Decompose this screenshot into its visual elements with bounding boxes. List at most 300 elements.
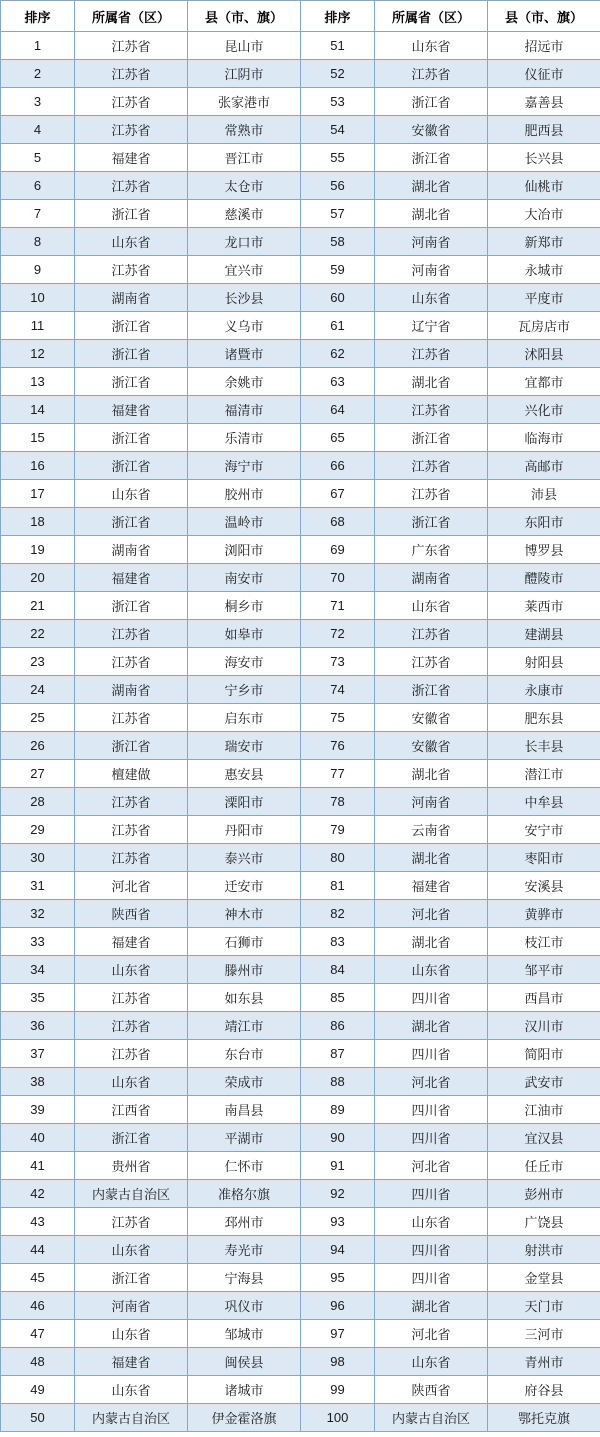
cell-county-left: 荣成市 [188, 1068, 301, 1096]
cell-county-left: 邳州市 [188, 1208, 301, 1236]
cell-county-left: 龙口市 [188, 228, 301, 256]
cell-rank-left: 40 [1, 1124, 75, 1152]
cell-province-left: 福建省 [75, 144, 188, 172]
cell-county-left: 巩仪市 [188, 1292, 301, 1320]
cell-county-right: 彭州市 [488, 1180, 600, 1208]
cell-province-right: 安徽省 [375, 116, 488, 144]
cell-county-right: 宜汉县 [488, 1124, 600, 1152]
cell-province-left: 山东省 [75, 1376, 188, 1404]
cell-rank-right: 54 [301, 116, 375, 144]
table-row [1, 1096, 600, 1124]
cell-county-right: 长兴县 [488, 144, 600, 172]
cell-county-left: 神木市 [188, 900, 301, 928]
table-row [1, 1236, 600, 1264]
cell-province-left: 河北省 [75, 872, 188, 900]
cell-county-right: 邹平市 [488, 956, 600, 984]
cell-rank-left: 47 [1, 1320, 75, 1348]
table-row [1, 32, 600, 60]
cell-rank-left: 50 [1, 1404, 75, 1432]
column-header-rank-right: 排序 [301, 1, 375, 32]
cell-county-left: 平湖市 [188, 1124, 301, 1152]
cell-province-left: 山东省 [75, 480, 188, 508]
cell-county-left: 乐清市 [188, 424, 301, 452]
cell-rank-left: 12 [1, 340, 75, 368]
cell-province-right: 江苏省 [375, 60, 488, 88]
cell-rank-right: 98 [301, 1348, 375, 1376]
cell-province-right: 浙江省 [375, 144, 488, 172]
cell-province-left: 河南省 [75, 1292, 188, 1320]
cell-rank-right: 59 [301, 256, 375, 284]
table-row [1, 1068, 600, 1096]
cell-rank-right: 79 [301, 816, 375, 844]
cell-province-right: 山东省 [375, 1208, 488, 1236]
cell-province-right: 江苏省 [375, 452, 488, 480]
cell-county-right: 肥西县 [488, 116, 600, 144]
cell-province-right: 河南省 [375, 256, 488, 284]
cell-rank-left: 17 [1, 480, 75, 508]
cell-province-left: 内蒙古自治区 [75, 1180, 188, 1208]
table-row [1, 256, 600, 284]
cell-rank-right: 93 [301, 1208, 375, 1236]
cell-province-left: 浙江省 [75, 340, 188, 368]
table-header-row [1, 1, 600, 32]
table-row [1, 340, 600, 368]
cell-rank-right: 53 [301, 88, 375, 116]
cell-county-left: 浏阳市 [188, 536, 301, 564]
cell-province-left: 檀建做 [75, 760, 188, 788]
cell-county-right: 建湖县 [488, 620, 600, 648]
cell-county-right: 兴化市 [488, 396, 600, 424]
cell-province-right: 山东省 [375, 32, 488, 60]
cell-rank-left: 31 [1, 872, 75, 900]
cell-county-left: 诸暨市 [188, 340, 301, 368]
cell-rank-left: 29 [1, 816, 75, 844]
cell-province-left: 江苏省 [75, 1012, 188, 1040]
cell-county-left: 寿光市 [188, 1236, 301, 1264]
cell-county-left: 溧阳市 [188, 788, 301, 816]
cell-province-right: 内蒙古自治区 [375, 1404, 488, 1432]
column-header-rank-left: 排序 [1, 1, 75, 32]
table-row [1, 676, 600, 704]
cell-county-left: 如皋市 [188, 620, 301, 648]
cell-rank-right: 85 [301, 984, 375, 1012]
cell-county-right: 仙桃市 [488, 172, 600, 200]
cell-rank-right: 76 [301, 732, 375, 760]
table-row [1, 312, 600, 340]
cell-county-right: 宜都市 [488, 368, 600, 396]
table-row [1, 760, 600, 788]
cell-county-right: 简阳市 [488, 1040, 600, 1068]
table-row [1, 1152, 600, 1180]
cell-county-right: 临海市 [488, 424, 600, 452]
cell-county-right: 新郑市 [488, 228, 600, 256]
table-row [1, 228, 600, 256]
cell-rank-right: 61 [301, 312, 375, 340]
table-row [1, 732, 600, 760]
cell-rank-right: 75 [301, 704, 375, 732]
cell-county-left: 慈溪市 [188, 200, 301, 228]
cell-province-right: 山东省 [375, 956, 488, 984]
cell-rank-right: 69 [301, 536, 375, 564]
cell-rank-left: 27 [1, 760, 75, 788]
cell-rank-left: 9 [1, 256, 75, 284]
table-row [1, 368, 600, 396]
cell-county-left: 靖江市 [188, 1012, 301, 1040]
table-row [1, 1208, 600, 1236]
cell-province-right: 陕西省 [375, 1376, 488, 1404]
cell-province-right: 山东省 [375, 284, 488, 312]
table-row [1, 536, 600, 564]
cell-rank-right: 62 [301, 340, 375, 368]
cell-province-left: 山东省 [75, 228, 188, 256]
cell-province-right: 江苏省 [375, 648, 488, 676]
cell-county-left: 诸城市 [188, 1376, 301, 1404]
cell-rank-right: 92 [301, 1180, 375, 1208]
cell-province-right: 江苏省 [375, 480, 488, 508]
cell-rank-right: 74 [301, 676, 375, 704]
cell-county-right: 招远市 [488, 32, 600, 60]
cell-province-left: 江苏省 [75, 88, 188, 116]
cell-rank-right: 55 [301, 144, 375, 172]
cell-province-left: 内蒙古自治区 [75, 1404, 188, 1432]
table-row [1, 1012, 600, 1040]
cell-rank-left: 45 [1, 1264, 75, 1292]
cell-county-right: 射阳县 [488, 648, 600, 676]
cell-province-left: 浙江省 [75, 732, 188, 760]
cell-rank-left: 20 [1, 564, 75, 592]
table-row [1, 424, 600, 452]
cell-rank-left: 48 [1, 1348, 75, 1376]
table-row [1, 1124, 600, 1152]
cell-province-right: 河北省 [375, 900, 488, 928]
table-row [1, 88, 600, 116]
cell-county-left: 石狮市 [188, 928, 301, 956]
cell-rank-right: 77 [301, 760, 375, 788]
cell-county-left: 宜兴市 [188, 256, 301, 284]
cell-rank-left: 49 [1, 1376, 75, 1404]
cell-rank-right: 63 [301, 368, 375, 396]
cell-rank-left: 13 [1, 368, 75, 396]
cell-county-left: 福清市 [188, 396, 301, 424]
cell-county-right: 枝江市 [488, 928, 600, 956]
cell-province-right: 湖北省 [375, 760, 488, 788]
cell-county-right: 射洪市 [488, 1236, 600, 1264]
cell-province-left: 江苏省 [75, 984, 188, 1012]
column-header-province-left: 所属省（区） [75, 1, 188, 32]
cell-province-right: 辽宁省 [375, 312, 488, 340]
cell-rank-right: 86 [301, 1012, 375, 1040]
cell-province-right: 湖北省 [375, 172, 488, 200]
cell-county-left: 惠安县 [188, 760, 301, 788]
cell-province-left: 江苏省 [75, 704, 188, 732]
table-row [1, 508, 600, 536]
cell-rank-right: 65 [301, 424, 375, 452]
cell-rank-right: 96 [301, 1292, 375, 1320]
cell-county-right: 仪征市 [488, 60, 600, 88]
cell-county-left: 义乌市 [188, 312, 301, 340]
cell-county-right: 天门市 [488, 1292, 600, 1320]
cell-county-left: 桐乡市 [188, 592, 301, 620]
cell-rank-left: 33 [1, 928, 75, 956]
cell-rank-right: 87 [301, 1040, 375, 1068]
cell-province-left: 江苏省 [75, 1040, 188, 1068]
cell-county-left: 伊金霍洛旗 [188, 1404, 301, 1432]
cell-rank-right: 84 [301, 956, 375, 984]
cell-rank-left: 34 [1, 956, 75, 984]
cell-rank-right: 89 [301, 1096, 375, 1124]
cell-province-right: 湖北省 [375, 1012, 488, 1040]
cell-province-right: 安徽省 [375, 732, 488, 760]
cell-county-right: 高邮市 [488, 452, 600, 480]
cell-rank-right: 60 [301, 284, 375, 312]
cell-province-left: 江苏省 [75, 844, 188, 872]
cell-province-right: 河北省 [375, 1068, 488, 1096]
cell-county-right: 莱西市 [488, 592, 600, 620]
table-row [1, 480, 600, 508]
cell-county-left: 泰兴市 [188, 844, 301, 872]
cell-rank-left: 24 [1, 676, 75, 704]
cell-rank-left: 10 [1, 284, 75, 312]
table-row [1, 1264, 600, 1292]
cell-province-left: 福建省 [75, 396, 188, 424]
cell-rank-left: 35 [1, 984, 75, 1012]
cell-province-left: 贵州省 [75, 1152, 188, 1180]
table-row [1, 284, 600, 312]
cell-county-left: 南安市 [188, 564, 301, 592]
table-row [1, 1376, 600, 1404]
cell-rank-left: 23 [1, 648, 75, 676]
cell-rank-left: 44 [1, 1236, 75, 1264]
table-row [1, 60, 600, 88]
table-row [1, 396, 600, 424]
cell-province-right: 湖北省 [375, 368, 488, 396]
table-row [1, 564, 600, 592]
cell-county-right: 西昌市 [488, 984, 600, 1012]
cell-rank-left: 26 [1, 732, 75, 760]
cell-county-left: 启东市 [188, 704, 301, 732]
cell-rank-right: 91 [301, 1152, 375, 1180]
cell-county-left: 如东县 [188, 984, 301, 1012]
table-header [1, 1, 600, 32]
cell-rank-left: 38 [1, 1068, 75, 1096]
cell-county-left: 张家港市 [188, 88, 301, 116]
cell-county-right: 长丰县 [488, 732, 600, 760]
cell-rank-left: 39 [1, 1096, 75, 1124]
table-row [1, 592, 600, 620]
cell-province-right: 河北省 [375, 1152, 488, 1180]
cell-county-right: 枣阳市 [488, 844, 600, 872]
table-row [1, 1292, 600, 1320]
cell-rank-right: 64 [301, 396, 375, 424]
cell-county-right: 黄骅市 [488, 900, 600, 928]
cell-county-left: 闽侯县 [188, 1348, 301, 1376]
cell-rank-right: 83 [301, 928, 375, 956]
cell-rank-left: 16 [1, 452, 75, 480]
cell-province-left: 福建省 [75, 1348, 188, 1376]
cell-province-left: 浙江省 [75, 200, 188, 228]
cell-rank-right: 100 [301, 1404, 375, 1432]
cell-province-left: 湖南省 [75, 284, 188, 312]
cell-rank-left: 14 [1, 396, 75, 424]
cell-rank-right: 82 [301, 900, 375, 928]
cell-rank-right: 78 [301, 788, 375, 816]
table-row [1, 648, 600, 676]
cell-province-right: 四川省 [375, 1264, 488, 1292]
cell-rank-right: 99 [301, 1376, 375, 1404]
cell-province-left: 山东省 [75, 1068, 188, 1096]
table-row [1, 1404, 600, 1432]
cell-province-right: 福建省 [375, 872, 488, 900]
table-row [1, 900, 600, 928]
cell-province-right: 四川省 [375, 1040, 488, 1068]
cell-province-left: 浙江省 [75, 424, 188, 452]
cell-county-right: 博罗县 [488, 536, 600, 564]
cell-province-left: 浙江省 [75, 368, 188, 396]
cell-province-left: 陕西省 [75, 900, 188, 928]
cell-rank-left: 22 [1, 620, 75, 648]
cell-county-right: 江油市 [488, 1096, 600, 1124]
cell-province-left: 江苏省 [75, 648, 188, 676]
cell-province-right: 河南省 [375, 788, 488, 816]
cell-county-right: 府谷县 [488, 1376, 600, 1404]
cell-province-left: 浙江省 [75, 1264, 188, 1292]
table-row [1, 928, 600, 956]
cell-province-right: 湖南省 [375, 564, 488, 592]
cell-province-right: 湖北省 [375, 1292, 488, 1320]
table-row [1, 816, 600, 844]
cell-county-right: 金堂县 [488, 1264, 600, 1292]
cell-county-right: 中牟县 [488, 788, 600, 816]
cell-province-left: 浙江省 [75, 1124, 188, 1152]
table-row [1, 116, 600, 144]
cell-county-left: 宁海县 [188, 1264, 301, 1292]
cell-province-right: 河北省 [375, 1320, 488, 1348]
cell-province-right: 安徽省 [375, 704, 488, 732]
cell-province-left: 江苏省 [75, 256, 188, 284]
cell-county-right: 武安市 [488, 1068, 600, 1096]
cell-county-left: 丹阳市 [188, 816, 301, 844]
cell-province-left: 江苏省 [75, 60, 188, 88]
cell-province-right: 湖北省 [375, 844, 488, 872]
cell-province-right: 江苏省 [375, 620, 488, 648]
table-row [1, 872, 600, 900]
cell-rank-left: 42 [1, 1180, 75, 1208]
cell-province-left: 江苏省 [75, 816, 188, 844]
table-row [1, 984, 600, 1012]
cell-province-left: 江苏省 [75, 1208, 188, 1236]
cell-county-left: 胶州市 [188, 480, 301, 508]
cell-province-right: 四川省 [375, 1180, 488, 1208]
cell-county-left: 温岭市 [188, 508, 301, 536]
cell-rank-left: 43 [1, 1208, 75, 1236]
cell-rank-right: 80 [301, 844, 375, 872]
cell-county-right: 任丘市 [488, 1152, 600, 1180]
cell-rank-right: 94 [301, 1236, 375, 1264]
cell-rank-right: 58 [301, 228, 375, 256]
column-header-county-left: 县（市、旗） [188, 1, 301, 32]
cell-county-left: 准格尔旗 [188, 1180, 301, 1208]
cell-county-left: 江阴市 [188, 60, 301, 88]
cell-county-right: 平度市 [488, 284, 600, 312]
cell-province-left: 山东省 [75, 1236, 188, 1264]
cell-province-left: 浙江省 [75, 508, 188, 536]
cell-county-right: 东阳市 [488, 508, 600, 536]
cell-rank-left: 21 [1, 592, 75, 620]
cell-province-left: 山东省 [75, 1320, 188, 1348]
cell-province-left: 江苏省 [75, 172, 188, 200]
cell-rank-right: 68 [301, 508, 375, 536]
cell-province-left: 浙江省 [75, 312, 188, 340]
cell-province-right: 浙江省 [375, 424, 488, 452]
table-row [1, 956, 600, 984]
cell-province-left: 江苏省 [75, 32, 188, 60]
cell-county-left: 瑞安市 [188, 732, 301, 760]
cell-province-right: 浙江省 [375, 508, 488, 536]
cell-province-right: 湖北省 [375, 200, 488, 228]
cell-rank-right: 51 [301, 32, 375, 60]
cell-rank-left: 36 [1, 1012, 75, 1040]
cell-rank-left: 8 [1, 228, 75, 256]
table-row [1, 144, 600, 172]
cell-province-right: 浙江省 [375, 88, 488, 116]
column-header-province-right: 所属省（区） [375, 1, 488, 32]
cell-county-left: 宁乡市 [188, 676, 301, 704]
cell-rank-left: 1 [1, 32, 75, 60]
cell-rank-right: 95 [301, 1264, 375, 1292]
cell-province-right: 四川省 [375, 1236, 488, 1264]
cell-province-right: 湖北省 [375, 928, 488, 956]
cell-rank-left: 3 [1, 88, 75, 116]
cell-province-left: 湖南省 [75, 536, 188, 564]
column-header-county-right: 县（市、旗） [488, 1, 600, 32]
cell-rank-right: 72 [301, 620, 375, 648]
cell-rank-right: 71 [301, 592, 375, 620]
cell-county-left: 东台市 [188, 1040, 301, 1068]
cell-rank-right: 67 [301, 480, 375, 508]
cell-rank-right: 90 [301, 1124, 375, 1152]
table-row [1, 452, 600, 480]
cell-county-right: 三河市 [488, 1320, 600, 1348]
cell-county-left: 海安市 [188, 648, 301, 676]
cell-province-right: 四川省 [375, 1124, 488, 1152]
cell-province-left: 江苏省 [75, 620, 188, 648]
table-row [1, 1180, 600, 1208]
cell-province-right: 山东省 [375, 1348, 488, 1376]
table-row [1, 704, 600, 732]
cell-county-right: 醴陵市 [488, 564, 600, 592]
cell-county-right: 沭阳县 [488, 340, 600, 368]
cell-rank-left: 37 [1, 1040, 75, 1068]
cell-county-right: 鄂托克旗 [488, 1404, 600, 1432]
cell-county-right: 汉川市 [488, 1012, 600, 1040]
cell-county-right: 广饶县 [488, 1208, 600, 1236]
table-row [1, 844, 600, 872]
cell-county-left: 常熟市 [188, 116, 301, 144]
cell-province-left: 山东省 [75, 956, 188, 984]
cell-county-right: 永城市 [488, 256, 600, 284]
cell-province-right: 江苏省 [375, 396, 488, 424]
cell-rank-left: 19 [1, 536, 75, 564]
cell-province-left: 福建省 [75, 928, 188, 956]
cell-rank-left: 15 [1, 424, 75, 452]
cell-rank-left: 30 [1, 844, 75, 872]
cell-rank-right: 52 [301, 60, 375, 88]
cell-rank-left: 25 [1, 704, 75, 732]
cell-county-left: 海宁市 [188, 452, 301, 480]
cell-county-left: 滕州市 [188, 956, 301, 984]
cell-rank-left: 41 [1, 1152, 75, 1180]
cell-county-right: 潜江市 [488, 760, 600, 788]
